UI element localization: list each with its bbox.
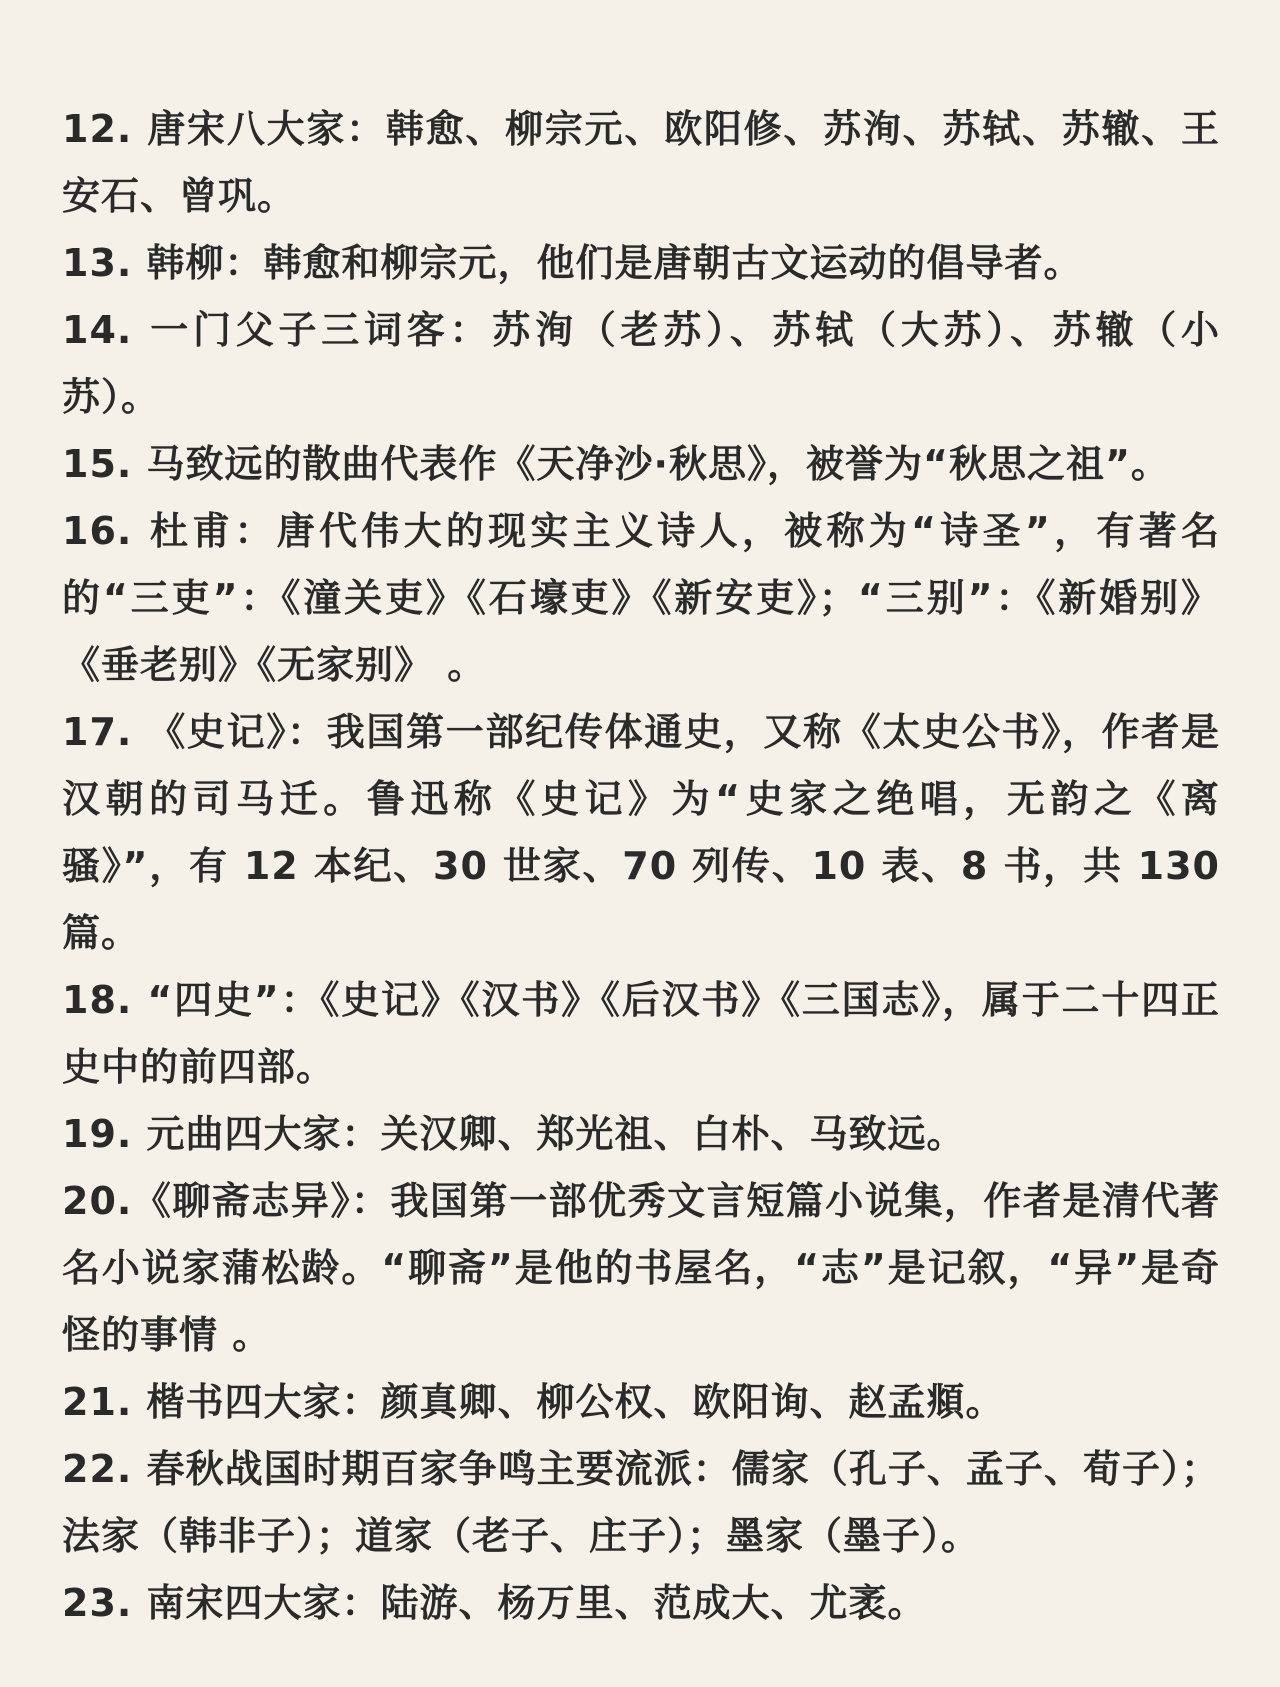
list-item: 14. 一门父子三词客：苏洵（老苏）、苏轼（大苏）、苏辙（小苏）。 (62, 308, 1220, 419)
list-item: 21. 楷书四大家：颜真卿、柳公权、欧阳询、赵孟頫。 (62, 1380, 1005, 1424)
list-item: 22. 春秋战国时期百家争鸣主要流派：儒家（孔子、孟子、荀子）； 法家（韩非子）；道家（老子、庄子）；墨家（墨子）。 (62, 1447, 1220, 1558)
list-item: 12. 唐宋八大家：韩愈、柳宗元、欧阳修、苏洵、苏轼、苏辙、王安石、曾巩。 (62, 107, 1220, 218)
list-item: 13. 韩柳：韩愈和柳宗元，他们是唐朝古文运动的倡导者。 (62, 241, 1083, 285)
list-item: 19. 元曲四大家：关汉卿、郑光祖、白朴、马致远。 (62, 1112, 966, 1156)
list-item: 17. 《史记》：我国第一部纪传体通史，又称《太史公书》，作者是汉朝的司马迁。鲁迅称《史记》为“史家之绝唱，无韵之《离骚》”，有 12 本纪、30 世家、70 列传、10 表、8 书，共 130 篇。 (62, 710, 1220, 955)
list-item: 23. 南宋四大家：陆游、杨万里、范成大、尤袤。 (62, 1581, 927, 1625)
list-item: 15. 马致远的散曲代表作《天净沙·秋思》，被誉为“秋思之祖”。 (62, 442, 1170, 486)
list-item: 16. 杜甫：唐代伟大的现实主义诗人，被称为“诗圣”，有著名的“三吏”：《潼关吏》《石壕吏》《新安吏》；“三别”：《新婚别》《垂老别》《无家别》 。 (62, 509, 1220, 687)
list-item: 18. “四史”：《史记》《汉书》《后汉书》《三国志》，属于二十四正史中的前四部。 (62, 978, 1220, 1089)
list-item: 20.《聊斋志异》：我国第一部优秀文言短篇小说集，作者是清代著名小说家蒲松龄。“聊斋”是他的书屋名，“志”是记叙，“异”是奇怪的事情 。 (62, 1179, 1220, 1357)
